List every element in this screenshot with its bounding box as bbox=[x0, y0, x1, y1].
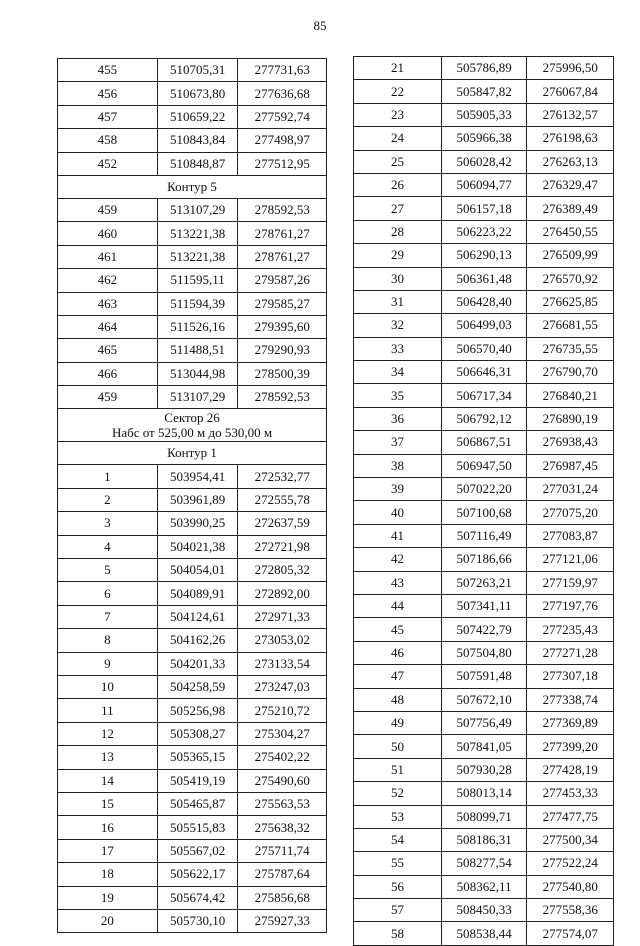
y-coordinate-cell: 275304,27 bbox=[238, 722, 327, 745]
y-coordinate-cell: 277235,43 bbox=[527, 618, 614, 641]
point-number-cell: 49 bbox=[354, 711, 442, 734]
y-coordinate-cell: 276450,55 bbox=[527, 220, 614, 243]
table-row bbox=[58, 339, 327, 362]
point-number-cell: 23 bbox=[354, 103, 442, 126]
point-number-cell: 12 bbox=[58, 722, 158, 745]
x-coordinate-cell: 506223,22 bbox=[441, 220, 527, 243]
x-coordinate-cell: 506028,42 bbox=[441, 150, 527, 173]
x-coordinate-cell: 505567,02 bbox=[157, 839, 238, 862]
y-coordinate-cell: 275210,72 bbox=[238, 699, 327, 722]
contour-header-row bbox=[58, 175, 327, 198]
point-number-cell: 20 bbox=[58, 909, 158, 932]
x-coordinate-cell: 507022,20 bbox=[441, 478, 527, 501]
table-row bbox=[354, 758, 614, 781]
x-coordinate-cell: 504054,01 bbox=[157, 559, 238, 582]
point-number-cell: 16 bbox=[58, 816, 158, 839]
table-row bbox=[58, 792, 327, 815]
y-coordinate-cell: 272805,32 bbox=[238, 559, 327, 582]
x-coordinate-cell: 507116,49 bbox=[441, 524, 527, 547]
y-coordinate-cell: 272971,33 bbox=[238, 605, 327, 628]
table-row bbox=[58, 59, 327, 82]
table-row bbox=[354, 314, 614, 337]
page-number: 85 bbox=[313, 18, 327, 33]
table-row bbox=[354, 548, 614, 571]
point-number-cell: 26 bbox=[354, 173, 442, 196]
point-number-cell: 461 bbox=[58, 245, 158, 268]
y-coordinate-cell: 277592,74 bbox=[238, 105, 327, 128]
point-number-cell: 56 bbox=[354, 875, 442, 898]
x-coordinate-cell: 503961,89 bbox=[157, 488, 238, 511]
point-number-cell: 25 bbox=[354, 150, 442, 173]
table-row bbox=[58, 198, 327, 221]
point-number-cell: 456 bbox=[58, 82, 158, 105]
point-number-cell: 452 bbox=[58, 152, 158, 175]
x-coordinate-cell: 504258,59 bbox=[157, 675, 238, 698]
table-row bbox=[58, 82, 327, 105]
table-row bbox=[58, 245, 327, 268]
point-number-cell: 37 bbox=[354, 431, 442, 454]
table-row bbox=[58, 769, 327, 792]
y-coordinate-cell: 278500,39 bbox=[238, 362, 327, 385]
point-number-cell: 2 bbox=[58, 488, 158, 511]
y-coordinate-cell: 276890,19 bbox=[527, 407, 614, 430]
table-row bbox=[58, 362, 327, 385]
y-coordinate-cell: 277512,95 bbox=[238, 152, 327, 175]
y-coordinate-cell: 276389,49 bbox=[527, 197, 614, 220]
y-coordinate-cell: 275638,32 bbox=[238, 816, 327, 839]
y-coordinate-cell: 278592,53 bbox=[238, 386, 327, 409]
point-number-cell: 21 bbox=[354, 57, 442, 80]
y-coordinate-cell: 277558,36 bbox=[527, 899, 614, 922]
table-row bbox=[58, 559, 327, 582]
point-number-cell: 3 bbox=[58, 512, 158, 535]
y-coordinate-cell: 276132,57 bbox=[527, 103, 614, 126]
y-coordinate-cell: 275490,60 bbox=[238, 769, 327, 792]
table-row bbox=[354, 220, 614, 243]
y-coordinate-cell: 272555,78 bbox=[238, 488, 327, 511]
point-number-cell: 13 bbox=[58, 746, 158, 769]
table-row bbox=[58, 129, 327, 152]
point-number-cell: 52 bbox=[354, 782, 442, 805]
y-coordinate-cell: 275711,74 bbox=[238, 839, 327, 862]
table-row bbox=[58, 386, 327, 409]
y-coordinate-cell: 275856,68 bbox=[238, 886, 327, 909]
y-coordinate-cell: 276938,43 bbox=[527, 431, 614, 454]
table-row bbox=[354, 594, 614, 617]
table-row bbox=[354, 127, 614, 150]
point-number-cell: 8 bbox=[58, 629, 158, 652]
x-coordinate-cell: 513107,29 bbox=[157, 198, 238, 221]
point-number-cell: 38 bbox=[354, 454, 442, 477]
point-number-cell: 1 bbox=[58, 465, 158, 488]
point-number-cell: 4 bbox=[58, 535, 158, 558]
x-coordinate-cell: 504201,33 bbox=[157, 652, 238, 675]
point-number-cell: 464 bbox=[58, 315, 158, 338]
x-coordinate-cell: 513221,38 bbox=[157, 222, 238, 245]
point-number-cell: 51 bbox=[354, 758, 442, 781]
table-row bbox=[58, 292, 327, 315]
x-coordinate-cell: 507422,79 bbox=[441, 618, 527, 641]
table-row bbox=[354, 431, 614, 454]
y-coordinate-cell: 277271,28 bbox=[527, 641, 614, 664]
x-coordinate-cell: 505365,15 bbox=[157, 746, 238, 769]
coordinates-table-left bbox=[57, 58, 327, 933]
table-row bbox=[354, 454, 614, 477]
table-row bbox=[354, 711, 614, 734]
table-row bbox=[58, 269, 327, 292]
point-number-cell: 43 bbox=[354, 571, 442, 594]
table-row bbox=[354, 244, 614, 267]
y-coordinate-cell: 276625,85 bbox=[527, 290, 614, 313]
x-coordinate-cell: 510659,22 bbox=[157, 105, 238, 128]
x-coordinate-cell: 508013,14 bbox=[441, 782, 527, 805]
table-row bbox=[58, 675, 327, 698]
x-coordinate-cell: 505622,17 bbox=[157, 863, 238, 886]
table-row bbox=[58, 699, 327, 722]
point-number-cell: 36 bbox=[354, 407, 442, 430]
point-number-cell: 40 bbox=[354, 501, 442, 524]
x-coordinate-cell: 508099,71 bbox=[441, 805, 527, 828]
y-coordinate-cell: 272721,98 bbox=[238, 535, 327, 558]
table-row bbox=[354, 665, 614, 688]
x-coordinate-cell: 505674,42 bbox=[157, 886, 238, 909]
x-coordinate-cell: 505966,38 bbox=[441, 127, 527, 150]
table-row bbox=[354, 875, 614, 898]
sector-height-range: Набс от 525,00 м до 530,00 м bbox=[111, 425, 273, 441]
point-number-cell: 42 bbox=[354, 548, 442, 571]
point-number-cell: 27 bbox=[354, 197, 442, 220]
table-row bbox=[354, 150, 614, 173]
point-number-cell: 30 bbox=[354, 267, 442, 290]
y-coordinate-cell: 277540,80 bbox=[527, 875, 614, 898]
y-coordinate-cell: 279395,60 bbox=[238, 315, 327, 338]
point-number-cell: 33 bbox=[354, 337, 442, 360]
y-coordinate-cell: 278761,27 bbox=[238, 245, 327, 268]
x-coordinate-cell: 505465,87 bbox=[157, 792, 238, 815]
x-coordinate-cell: 506094,77 bbox=[441, 173, 527, 196]
point-number-cell: 24 bbox=[354, 127, 442, 150]
point-number-cell: 9 bbox=[58, 652, 158, 675]
table-row bbox=[58, 535, 327, 558]
table-row bbox=[58, 152, 327, 175]
table-row bbox=[354, 290, 614, 313]
point-number-cell: 34 bbox=[354, 361, 442, 384]
point-number-cell: 5 bbox=[58, 559, 158, 582]
y-coordinate-cell: 273133,54 bbox=[238, 652, 327, 675]
table-row bbox=[354, 197, 614, 220]
point-number-cell: 39 bbox=[354, 478, 442, 501]
y-coordinate-cell: 272532,77 bbox=[238, 465, 327, 488]
point-number-cell: 31 bbox=[354, 290, 442, 313]
y-coordinate-cell: 277477,75 bbox=[527, 805, 614, 828]
point-number-cell: 57 bbox=[354, 899, 442, 922]
y-coordinate-cell: 277574,07 bbox=[527, 922, 614, 945]
y-coordinate-cell: 277075,20 bbox=[527, 501, 614, 524]
x-coordinate-cell: 513221,38 bbox=[157, 245, 238, 268]
table-row bbox=[354, 852, 614, 875]
x-coordinate-cell: 505847,82 bbox=[441, 80, 527, 103]
table-row bbox=[354, 899, 614, 922]
y-coordinate-cell: 272637,59 bbox=[238, 512, 327, 535]
x-coordinate-cell: 505256,98 bbox=[157, 699, 238, 722]
x-coordinate-cell: 506157,18 bbox=[441, 197, 527, 220]
point-number-cell: 459 bbox=[58, 386, 158, 409]
x-coordinate-cell: 506792,12 bbox=[441, 407, 527, 430]
y-coordinate-cell: 277399,20 bbox=[527, 735, 614, 758]
x-coordinate-cell: 506646,31 bbox=[441, 361, 527, 384]
x-coordinate-cell: 507263,21 bbox=[441, 571, 527, 594]
table-row bbox=[354, 828, 614, 851]
x-coordinate-cell: 505419,19 bbox=[157, 769, 238, 792]
table-row bbox=[58, 909, 327, 932]
y-coordinate-cell: 277083,87 bbox=[527, 524, 614, 547]
y-coordinate-cell: 273053,02 bbox=[238, 629, 327, 652]
table-row bbox=[354, 524, 614, 547]
y-coordinate-cell: 276329,47 bbox=[527, 173, 614, 196]
y-coordinate-cell: 276067,84 bbox=[527, 80, 614, 103]
table-row bbox=[354, 805, 614, 828]
x-coordinate-cell: 511595,11 bbox=[157, 269, 238, 292]
point-number-cell: 457 bbox=[58, 105, 158, 128]
sector-title: Сектор 26 bbox=[164, 410, 220, 426]
x-coordinate-cell: 505786,89 bbox=[441, 57, 527, 80]
y-coordinate-cell: 277636,68 bbox=[238, 82, 327, 105]
y-coordinate-cell: 276681,55 bbox=[527, 314, 614, 337]
table-row bbox=[58, 863, 327, 886]
table-row bbox=[58, 746, 327, 769]
x-coordinate-cell: 510673,80 bbox=[157, 82, 238, 105]
table-row bbox=[354, 478, 614, 501]
table-row bbox=[354, 571, 614, 594]
point-number-cell: 35 bbox=[354, 384, 442, 407]
table-row bbox=[58, 839, 327, 862]
point-number-cell: 462 bbox=[58, 269, 158, 292]
point-number-cell: 22 bbox=[354, 80, 442, 103]
y-coordinate-cell: 279585,27 bbox=[238, 292, 327, 315]
y-coordinate-cell: 272892,00 bbox=[238, 582, 327, 605]
y-coordinate-cell: 277031,24 bbox=[527, 478, 614, 501]
table-row bbox=[354, 922, 614, 945]
table-row bbox=[354, 782, 614, 805]
point-number-cell: 11 bbox=[58, 699, 158, 722]
point-number-cell: 460 bbox=[58, 222, 158, 245]
x-coordinate-cell: 508362,11 bbox=[441, 875, 527, 898]
y-coordinate-cell: 277369,89 bbox=[527, 711, 614, 734]
table-row bbox=[58, 465, 327, 488]
y-coordinate-cell: 276735,55 bbox=[527, 337, 614, 360]
table-row bbox=[58, 605, 327, 628]
point-number-cell: 48 bbox=[354, 688, 442, 711]
point-number-cell: 53 bbox=[354, 805, 442, 828]
x-coordinate-cell: 511488,51 bbox=[157, 339, 238, 362]
y-coordinate-cell: 276570,92 bbox=[527, 267, 614, 290]
point-number-cell: 466 bbox=[58, 362, 158, 385]
table-row bbox=[354, 501, 614, 524]
table-row bbox=[58, 816, 327, 839]
x-coordinate-cell: 507841,05 bbox=[441, 735, 527, 758]
y-coordinate-cell: 277159,97 bbox=[527, 571, 614, 594]
x-coordinate-cell: 506428,40 bbox=[441, 290, 527, 313]
x-coordinate-cell: 507591,48 bbox=[441, 665, 527, 688]
point-number-cell: 6 bbox=[58, 582, 158, 605]
y-coordinate-cell: 276987,45 bbox=[527, 454, 614, 477]
table-row bbox=[58, 652, 327, 675]
point-number-cell: 45 bbox=[354, 618, 442, 641]
x-coordinate-cell: 507341,11 bbox=[441, 594, 527, 617]
x-coordinate-cell: 503990,25 bbox=[157, 512, 238, 535]
x-coordinate-cell: 506717,34 bbox=[441, 384, 527, 407]
y-coordinate-cell: 275996,50 bbox=[527, 57, 614, 80]
point-number-cell: 29 bbox=[354, 244, 442, 267]
y-coordinate-cell: 275787,64 bbox=[238, 863, 327, 886]
point-number-cell: 58 bbox=[354, 922, 442, 945]
x-coordinate-cell: 505308,27 bbox=[157, 722, 238, 745]
y-coordinate-cell: 277500,34 bbox=[527, 828, 614, 851]
table-row bbox=[354, 267, 614, 290]
x-coordinate-cell: 513044,98 bbox=[157, 362, 238, 385]
table-row bbox=[58, 105, 327, 128]
y-coordinate-cell: 277121,06 bbox=[527, 548, 614, 571]
x-coordinate-cell: 507756,49 bbox=[441, 711, 527, 734]
point-number-cell: 15 bbox=[58, 792, 158, 815]
x-coordinate-cell: 507930,28 bbox=[441, 758, 527, 781]
point-number-cell: 55 bbox=[354, 852, 442, 875]
point-number-cell: 10 bbox=[58, 675, 158, 698]
x-coordinate-cell: 507672,10 bbox=[441, 688, 527, 711]
table-row bbox=[354, 57, 614, 80]
table-row bbox=[58, 512, 327, 535]
point-number-cell: 458 bbox=[58, 129, 158, 152]
sector-header-row bbox=[58, 409, 327, 442]
point-number-cell: 41 bbox=[354, 524, 442, 547]
x-coordinate-cell: 510705,31 bbox=[157, 59, 238, 82]
x-coordinate-cell: 508277,54 bbox=[441, 852, 527, 875]
table-row bbox=[58, 629, 327, 652]
x-coordinate-cell: 504124,61 bbox=[157, 605, 238, 628]
table-row bbox=[354, 688, 614, 711]
y-coordinate-cell: 279290,93 bbox=[238, 339, 327, 362]
sector-header bbox=[58, 409, 327, 442]
table-row bbox=[58, 886, 327, 909]
table-row bbox=[354, 641, 614, 664]
x-coordinate-cell: 506867,51 bbox=[441, 431, 527, 454]
x-coordinate-cell: 506361,48 bbox=[441, 267, 527, 290]
x-coordinate-cell: 505515,83 bbox=[157, 816, 238, 839]
y-coordinate-cell: 277453,33 bbox=[527, 782, 614, 805]
point-number-cell: 50 bbox=[354, 735, 442, 758]
x-coordinate-cell: 504162,26 bbox=[157, 629, 238, 652]
y-coordinate-cell: 273247,03 bbox=[238, 675, 327, 698]
x-coordinate-cell: 503954,41 bbox=[157, 465, 238, 488]
table-row bbox=[354, 407, 614, 430]
x-coordinate-cell: 510848,87 bbox=[157, 152, 238, 175]
point-number-cell: 19 bbox=[58, 886, 158, 909]
point-number-cell: 32 bbox=[354, 314, 442, 337]
y-coordinate-cell: 277197,76 bbox=[527, 594, 614, 617]
point-number-cell: 46 bbox=[354, 641, 442, 664]
x-coordinate-cell: 508186,31 bbox=[441, 828, 527, 851]
point-number-cell: 14 bbox=[58, 769, 158, 792]
y-coordinate-cell: 277498,97 bbox=[238, 129, 327, 152]
x-coordinate-cell: 504021,38 bbox=[157, 535, 238, 558]
contour-header: Контур 1 bbox=[58, 442, 327, 465]
x-coordinate-cell: 507100,68 bbox=[441, 501, 527, 524]
table-row bbox=[354, 618, 614, 641]
x-coordinate-cell: 513107,29 bbox=[157, 386, 238, 409]
y-coordinate-cell: 277731,63 bbox=[238, 59, 327, 82]
coordinates-table-right bbox=[353, 56, 614, 946]
y-coordinate-cell: 277307,18 bbox=[527, 665, 614, 688]
y-coordinate-cell: 278761,27 bbox=[238, 222, 327, 245]
point-number-cell: 18 bbox=[58, 863, 158, 886]
x-coordinate-cell: 506947,50 bbox=[441, 454, 527, 477]
y-coordinate-cell: 275563,53 bbox=[238, 792, 327, 815]
point-number-cell: 463 bbox=[58, 292, 158, 315]
x-coordinate-cell: 511594,39 bbox=[157, 292, 238, 315]
y-coordinate-cell: 277338,74 bbox=[527, 688, 614, 711]
x-coordinate-cell: 505730,10 bbox=[157, 909, 238, 932]
x-coordinate-cell: 510843,84 bbox=[157, 129, 238, 152]
y-coordinate-cell: 275927,33 bbox=[238, 909, 327, 932]
contour-header: Контур 5 bbox=[58, 175, 327, 198]
y-coordinate-cell: 276509,99 bbox=[527, 244, 614, 267]
table-row bbox=[354, 337, 614, 360]
y-coordinate-cell: 277428,19 bbox=[527, 758, 614, 781]
table-row bbox=[58, 582, 327, 605]
table-row bbox=[354, 735, 614, 758]
x-coordinate-cell: 507504,80 bbox=[441, 641, 527, 664]
table-row bbox=[58, 488, 327, 511]
point-number-cell: 47 bbox=[354, 665, 442, 688]
x-coordinate-cell: 506570,40 bbox=[441, 337, 527, 360]
y-coordinate-cell: 276198,63 bbox=[527, 127, 614, 150]
point-number-cell: 44 bbox=[354, 594, 442, 617]
y-coordinate-cell: 276263,13 bbox=[527, 150, 614, 173]
table-row bbox=[354, 173, 614, 196]
table-row bbox=[58, 722, 327, 745]
point-number-cell: 455 bbox=[58, 59, 158, 82]
x-coordinate-cell: 511526,16 bbox=[157, 315, 238, 338]
y-coordinate-cell: 275402,22 bbox=[238, 746, 327, 769]
point-number-cell: 54 bbox=[354, 828, 442, 851]
table-row bbox=[58, 315, 327, 338]
table-row bbox=[58, 222, 327, 245]
x-coordinate-cell: 507186,66 bbox=[441, 548, 527, 571]
x-coordinate-cell: 508450,33 bbox=[441, 899, 527, 922]
y-coordinate-cell: 278592,53 bbox=[238, 198, 327, 221]
contour-header-row bbox=[58, 442, 327, 465]
point-number-cell: 17 bbox=[58, 839, 158, 862]
point-number-cell: 459 bbox=[58, 198, 158, 221]
x-coordinate-cell: 504089,91 bbox=[157, 582, 238, 605]
y-coordinate-cell: 276840,21 bbox=[527, 384, 614, 407]
point-number-cell: 7 bbox=[58, 605, 158, 628]
table-row bbox=[354, 80, 614, 103]
x-coordinate-cell: 505905,33 bbox=[441, 103, 527, 126]
y-coordinate-cell: 279587,26 bbox=[238, 269, 327, 292]
x-coordinate-cell: 506499,03 bbox=[441, 314, 527, 337]
x-coordinate-cell: 506290,13 bbox=[441, 244, 527, 267]
table-row bbox=[354, 361, 614, 384]
point-number-cell: 28 bbox=[354, 220, 442, 243]
y-coordinate-cell: 277522,24 bbox=[527, 852, 614, 875]
table-row bbox=[354, 384, 614, 407]
y-coordinate-cell: 276790,70 bbox=[527, 361, 614, 384]
point-number-cell: 465 bbox=[58, 339, 158, 362]
x-coordinate-cell: 508538,44 bbox=[441, 922, 527, 945]
table-row bbox=[354, 103, 614, 126]
